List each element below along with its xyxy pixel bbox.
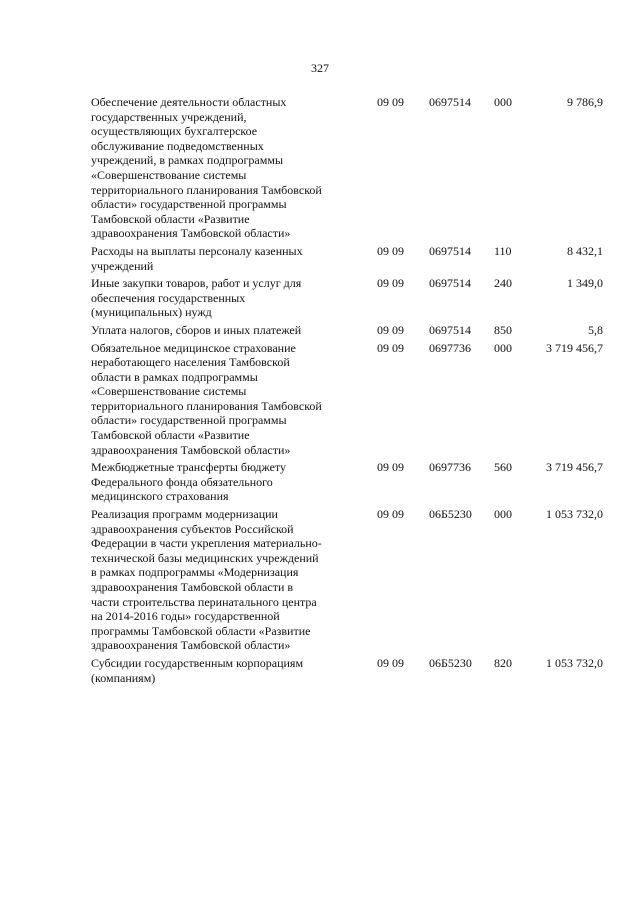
row-amount: 1 053 732,0 <box>546 655 603 670</box>
row-expense-kind: 240 <box>494 276 512 291</box>
row-target-code: 0697514 <box>429 276 471 291</box>
row-section-code: 09 09 <box>377 460 404 475</box>
row-section-code: 09 09 <box>377 276 404 291</box>
row-expense-kind: 560 <box>494 460 512 475</box>
row-amount: 8 432,1 <box>567 243 603 258</box>
table-row <box>91 341 603 458</box>
row-amount: 3 719 456,7 <box>546 460 603 475</box>
row-expense-kind: 110 <box>494 243 512 258</box>
row-section-code: 09 09 <box>377 507 404 522</box>
page-number: 327 <box>311 61 329 75</box>
row-target-code: 0697736 <box>429 340 471 355</box>
table-row <box>91 323 603 338</box>
row-description: Уплата налогов, сборов и иных платежей <box>91 322 302 337</box>
row-amount: 1 349,0 <box>567 276 603 291</box>
row-target-code: 0697514 <box>429 95 471 109</box>
row-description: Реализация программ модернизации здравоохранения субъектов Российской Федерации в части укрепления материально- технической базы медицинских учреждений в рамках подпрограммы «Модернизация здравоохранения Тамбовской области в части строительства перинатального центра на 2014-2016 годы» государственной программы Тамбовской области «Развитие здравоохранения Тамбовской области» <box>91 507 322 653</box>
row-target-code: 0697736 <box>429 460 471 475</box>
row-description: Иные закупки товаров, работ и услуг для обеспечения государственных (муниципальных) нужд <box>91 276 302 320</box>
row-target-code: 0697514 <box>429 322 471 337</box>
row-section-code: 09 09 <box>377 322 404 337</box>
row-description: Межбюджетные трансферты бюджету Федерального фонда обязательного медицинского страхования <box>91 460 287 504</box>
row-amount: 1 053 732,0 <box>546 507 603 522</box>
row-target-code: 0697514 <box>429 243 471 258</box>
row-section-code: 09 09 <box>377 243 404 258</box>
row-target-code: 06Б5230 <box>429 507 472 522</box>
table-row <box>91 656 603 685</box>
table-row <box>91 244 603 273</box>
row-expense-kind: 000 <box>494 95 512 109</box>
row-section-code: 09 09 <box>377 95 404 109</box>
row-expense-kind: 000 <box>494 340 512 355</box>
row-description: Обязательное медицинское страхование неработающего населения Тамбовской области в рамках подпрограммы «Совершенствование системы территориального планирования Тамбовской области» государственной программы Тамбовской области «Развитие здравоохранения Тамбовской области» <box>91 340 322 457</box>
table-row <box>91 95 603 241</box>
row-description: Субсидии государственным корпорациям (компаниям) <box>91 655 304 685</box>
row-amount: 5,8 <box>588 322 603 337</box>
table-row <box>91 276 603 320</box>
row-section-code: 09 09 <box>377 655 404 670</box>
row-amount: 9 786,9 <box>567 95 603 109</box>
row-expense-kind: 000 <box>494 507 512 522</box>
table-row <box>91 460 603 504</box>
row-description: Расходы на выплаты персоналу казенных учреждений <box>91 243 303 273</box>
row-description: Обеспечение деятельности областных государственных учреждений, осуществляющих бухгалтерское обслуживание подведомственных учреждений, в рамках подпрограммы «Совершенствование системы территориального планирования Тамбовской области» государственной программы Тамбовской области «Развитие здравоохранения Тамбовской области» <box>91 95 322 241</box>
budget-table <box>91 95 603 688</box>
row-target-code: 06Б5230 <box>429 655 472 670</box>
row-amount: 3 719 456,7 <box>546 340 603 355</box>
row-section-code: 09 09 <box>377 340 404 355</box>
row-expense-kind: 820 <box>494 655 512 670</box>
table-row <box>91 507 603 653</box>
row-expense-kind: 850 <box>494 322 512 337</box>
